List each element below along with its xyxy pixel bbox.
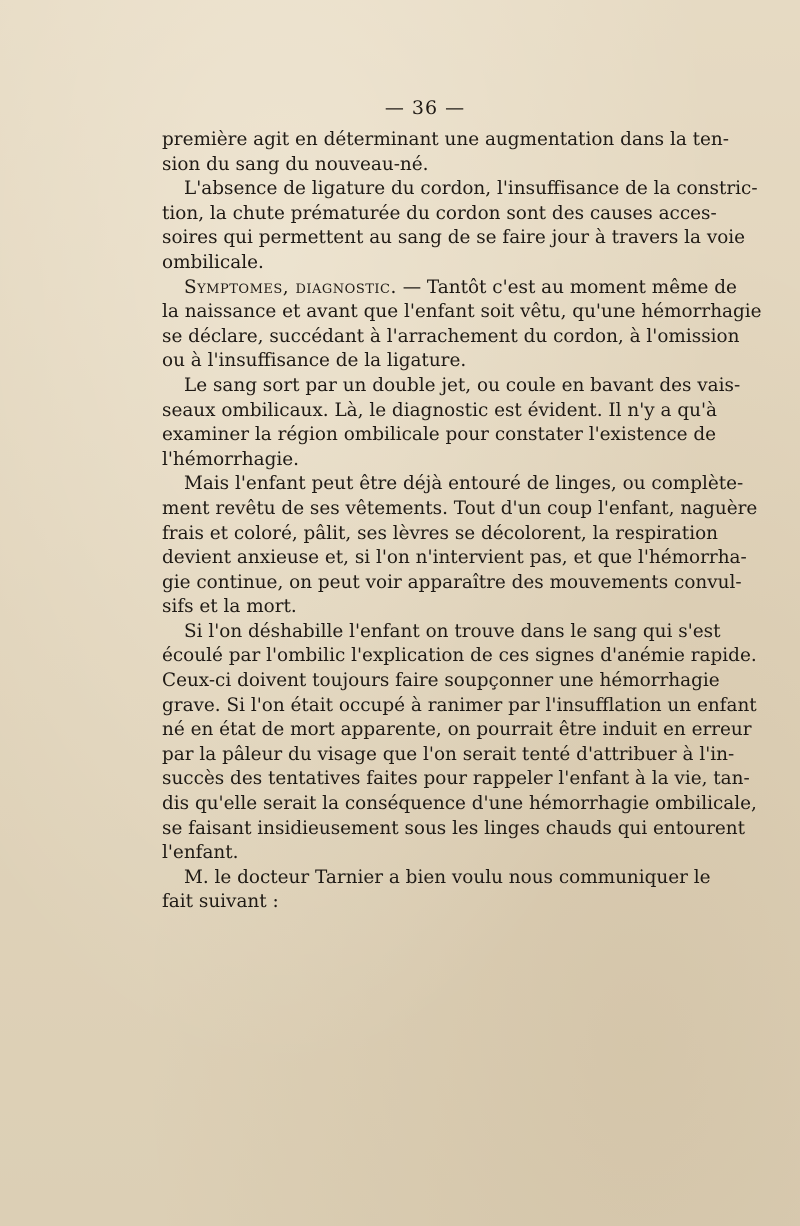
text-line: M. le docteur Tarnier a bien voulu nous communiquer le bbox=[184, 866, 711, 888]
page-number: — 36 — bbox=[384, 97, 466, 119]
text-line: grave. Si l'on était occupé à ranimer par l'insufflation un enfant bbox=[162, 694, 757, 716]
text-line: Si l'on déshabille l'enfant on trouve dans le sang qui s'est bbox=[184, 620, 721, 642]
text-line: fait suivant : bbox=[162, 891, 279, 913]
text-line: ou à l'insuffisance de la ligature. bbox=[162, 350, 467, 372]
text-line: seaux ombilicaux. Là, le diagnostic est évident. Il n'y a qu'à bbox=[162, 399, 717, 421]
paragraph-symptoms bbox=[162, 276, 762, 374]
text-line: soires qui permettent au sang de se faire jour à travers la voie bbox=[162, 227, 746, 249]
text-line: la naissance et avant que l'enfant soit vêtu, qu'une hémorrhagie bbox=[162, 301, 762, 323]
text-line: Ceux-ci doivent toujours faire soupçonner une hémorrhagie bbox=[162, 670, 720, 692]
text-line bbox=[162, 276, 737, 301]
text-line: écoulé par l'ombilic l'explication de ces signes d'anémie rapide. bbox=[162, 645, 757, 667]
heading-continuation: — Tantôt c'est au moment même de bbox=[396, 276, 737, 298]
text-line: L'absence de ligature du cordon, l'insuffisance de la constric- bbox=[184, 178, 758, 200]
text-line: tion, la chute prématurée du cordon sont des causes acces- bbox=[162, 202, 717, 224]
text-line: par la pâleur du visage que l'on serait tenté d'attribuer à l'in- bbox=[162, 743, 735, 765]
text-line: Le sang sort par un double jet, ou coule en bavant des vais- bbox=[184, 374, 741, 396]
paragraph-continuation bbox=[162, 128, 729, 177]
text-line: l'hémorrhagie. bbox=[162, 448, 299, 470]
text-line: se déclare, succédant à l'arrachement du cordon, à l'omission bbox=[162, 325, 740, 347]
text-line: se faisant insidieusement sous les linges chauds qui entourent bbox=[162, 817, 745, 839]
text-line: ombilicale. bbox=[162, 251, 264, 273]
paragraph-causes bbox=[162, 177, 758, 275]
text-line: devient anxieuse et, si l'on n'intervient pas, et que l'hémorrha- bbox=[162, 547, 747, 569]
text-line: succès des tentatives faites pour rappeler l'enfant à la vie, tan- bbox=[162, 768, 750, 790]
text-line: sion du sang du nouveau-né. bbox=[162, 153, 429, 175]
paragraph-deshabille bbox=[162, 620, 757, 866]
paragraph-tarnier bbox=[162, 866, 711, 915]
paragraph-double-jet bbox=[162, 374, 741, 472]
text-line: dis qu'elle serait la conséquence d'une hémorrhagie ombilicale, bbox=[162, 793, 757, 815]
text-line: sifs et la mort. bbox=[162, 596, 297, 618]
body-text bbox=[162, 128, 762, 915]
section-heading: Symptomes, diagnostic. bbox=[184, 276, 397, 298]
text-line: première agit en déterminant une augmentation dans la ten- bbox=[162, 129, 729, 150]
text-line: Mais l'enfant peut être déjà entouré de linges, ou complète- bbox=[184, 473, 744, 495]
text-line: frais et coloré, pâlit, ses lèvres se décolorent, la respiration bbox=[162, 522, 718, 544]
text-line: gie continue, on peut voir apparaître des mouvements convul- bbox=[162, 571, 742, 593]
text-line: ment revêtu de ses vêtements. Tout d'un coup l'enfant, naguère bbox=[162, 497, 758, 519]
paragraph-linges bbox=[162, 472, 758, 620]
text-line: né en état de mort apparente, on pourrait être induit en erreur bbox=[162, 719, 752, 741]
text-line: examiner la région ombilicale pour constater l'existence de bbox=[162, 424, 717, 446]
text-line: l'enfant. bbox=[162, 842, 239, 864]
